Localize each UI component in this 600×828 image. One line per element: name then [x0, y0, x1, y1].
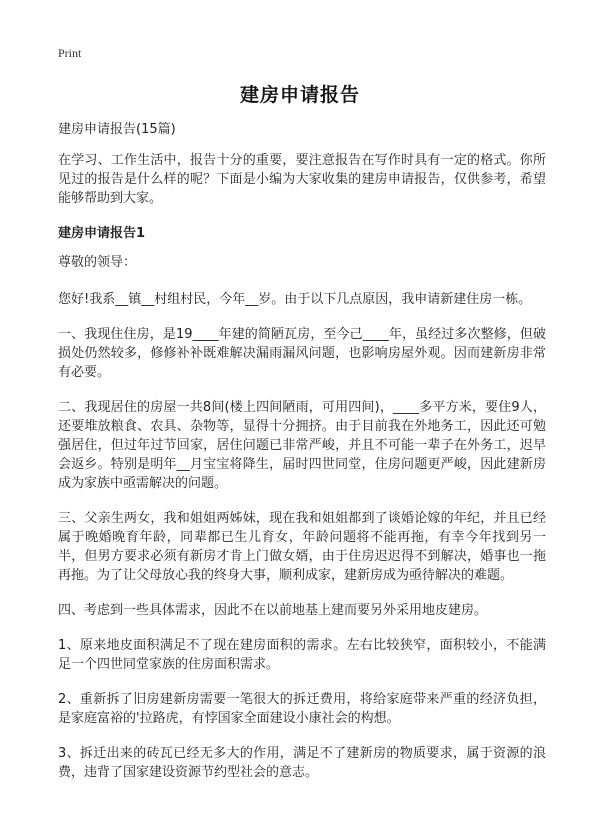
- paragraph-point-3: 3、拆迁出来的砖瓦已经无多大的作用，满足不了建新房的物质要求，属于资源的浪费，违背了国家建设资源节约型社会的意志。: [58, 746, 546, 780]
- paragraph-reason-2: 二、我现居住的房屋一共8间(楼上四间陋雨，可用四间)，____多平方米，要住9人，还要堆放粮食、农具、杂物等，显得十分拥挤。由于目前我在外地务工，因此还可勉强居住，但过年过节回家，居住问题已非常严峻，并且不可能一辈子在外务工，迟早会返乡。特别是明年__月宝宝将降生，届时四世同堂，住房问题更严峻，因此建新房成为家族中亟需解决的问题。: [58, 400, 546, 491]
- document-subtitle: 建房申请报告(15篇): [58, 122, 176, 137]
- intro-paragraph: 在学习、工作生活中，报告十分的重要，要注意报告在写作时具有一定的格式。你所见过的报告是什么样的呢？下面是小编为大家收集的建房申请报告，仅供参考，希望能够帮助到大家。: [58, 153, 546, 206]
- document-body: [58, 120, 546, 798]
- paragraph-point-2: 2、重新拆了旧房建新房需要一笔很大的拆迁费用，将给家庭带来严重的经济负担，是家庭富裕的'拉路虎，有悖国家全面建设小康社会的构想。: [58, 692, 546, 726]
- paragraph-reason-1: 一、我现住住房，是19____年建的简陋瓦房，至今己____年，虽经过多次整修，但破损处仍然较多，修修补补既难解决漏雨漏风问题，也影响房屋外观。因而建新房非常有必要。: [58, 327, 546, 380]
- paragraph-applicant: 您好!我系__镇__村组村民，今年__岁。由于以下几点原因，我申请新建住房一栋。: [58, 292, 532, 307]
- paragraph-point-1: 1、原来地皮面积满足不了现在建房面积的需求。左右比较狭窄，面积较小，不能满足一个四世同堂家族的住房面积需求。: [58, 638, 546, 672]
- section-heading: 建房申请报告1: [58, 226, 146, 241]
- page-title: 建房申请报告: [239, 84, 360, 106]
- paragraph-reason-3: 三、父亲生两女，我和姐姐两姊妹，现在我和姐姐都到了谈婚论嫁的年纪，并且已经属于晚婚晚育年龄，同辈都已生儿育女，年龄问题将不能再拖，有幸今年找到另一半，但男方要求必须有新房才肯上门做女婿，由于住房迟迟得不到解决，婚事也一拖再拖。为了让父母放心我的终身大事，顺利成家，建新房成为亟待解决的难题。: [58, 511, 546, 583]
- paragraph-reason-4: 四、考虑到一些具体需求，因此不在以前地基上建而要另外采用地皮建房。: [58, 603, 488, 618]
- greeting: 尊敬的领导：: [58, 255, 137, 270]
- print-link[interactable]: Print: [58, 46, 82, 60]
